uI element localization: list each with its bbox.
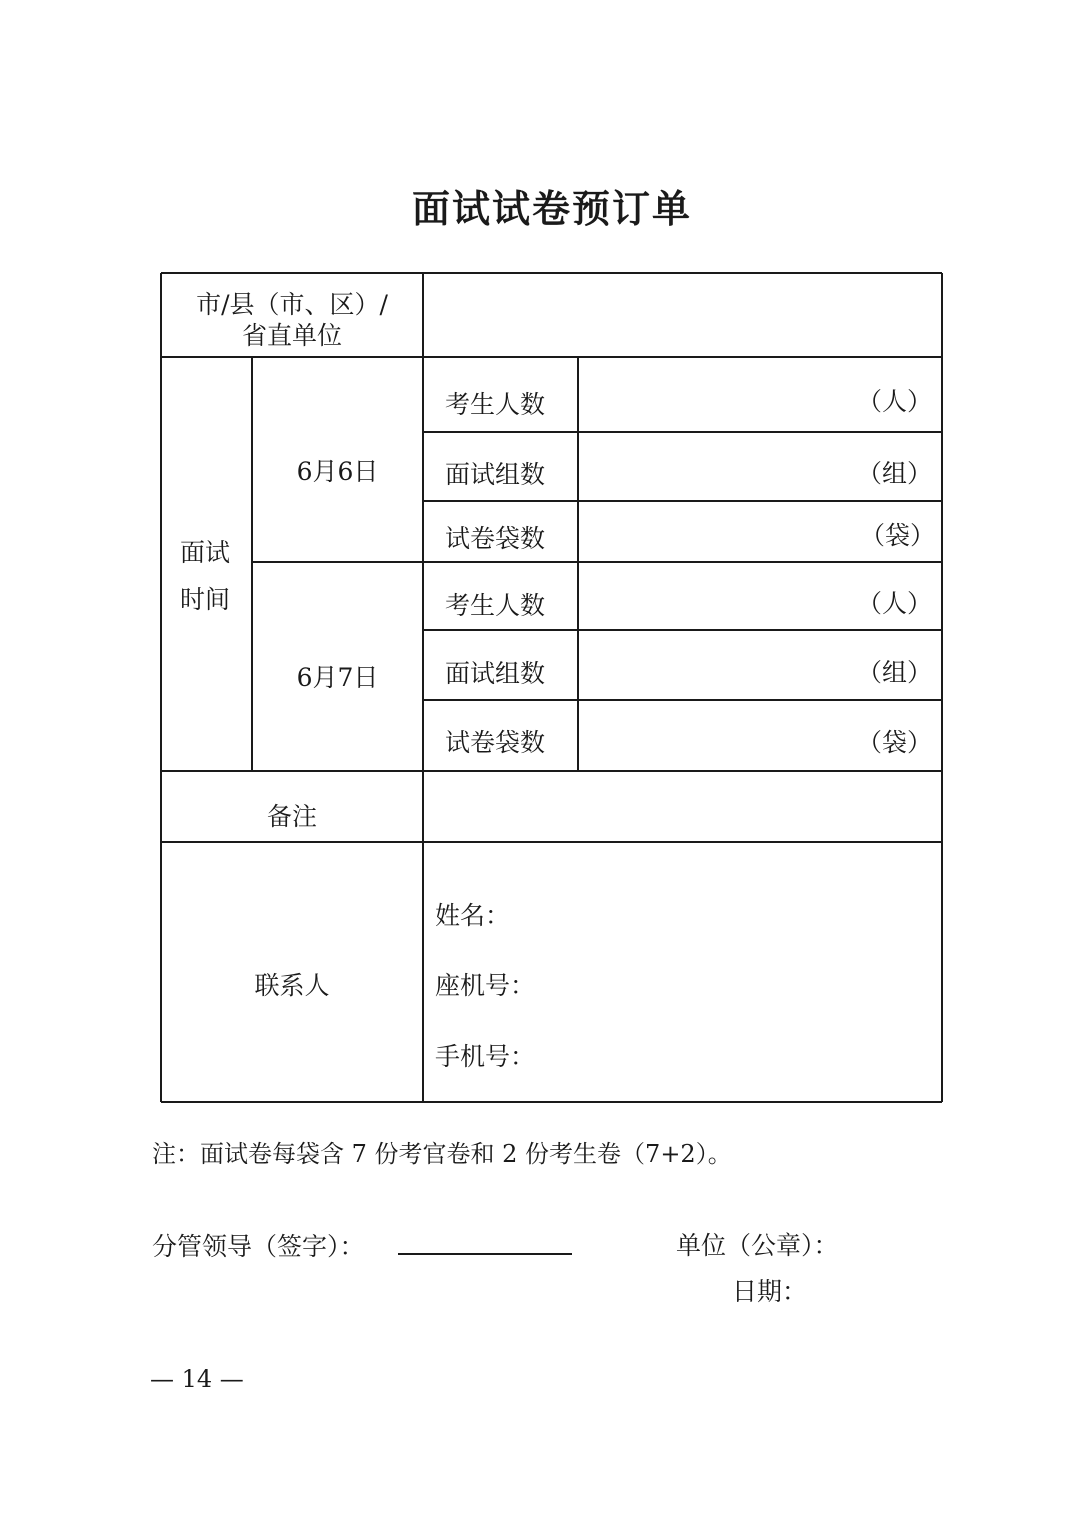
- row-unit: （人）: [857, 387, 933, 416]
- row-unit: （组）: [857, 459, 933, 488]
- row-unit: （袋）: [857, 728, 933, 757]
- remarks-input-cell[interactable]: [425, 773, 940, 840]
- remarks-label: 备注: [266, 802, 317, 831]
- seal-label: 单位（公章）：: [676, 1231, 839, 1260]
- page-number: — 14 —: [150, 1365, 244, 1393]
- time-label-line2: 时间: [180, 585, 231, 614]
- signature-line[interactable]: [398, 1253, 572, 1255]
- time-label: 面试: [180, 538, 231, 567]
- row-label: 面试组数: [445, 659, 546, 688]
- input-cell[interactable]: [580, 564, 850, 628]
- row-label: 面试组数: [445, 460, 546, 489]
- date-day2: 6月7日: [296, 663, 379, 692]
- row-unit: （人）: [857, 589, 933, 618]
- row-label: 试卷袋数: [445, 728, 546, 757]
- row-unit: （袋）: [860, 521, 936, 550]
- row-label: 考生人数: [445, 591, 546, 620]
- row-label: 考生人数: [445, 390, 546, 419]
- row-unit: （组）: [857, 658, 933, 687]
- input-cell[interactable]: [580, 632, 850, 698]
- unit-input-cell[interactable]: [425, 275, 940, 355]
- contact-landline-field[interactable]: 座机号：: [435, 971, 536, 1000]
- date-day1: 6月6日: [296, 457, 379, 486]
- unit-label-line2: 省直单位: [241, 321, 342, 350]
- input-cell[interactable]: [580, 359, 850, 430]
- leader-signature-label: 分管领导（签字）：: [152, 1232, 365, 1261]
- contact-name-field[interactable]: 姓名：: [435, 901, 511, 930]
- row-label: 试卷袋数: [445, 524, 546, 553]
- unit-label: 市/县（市、区）/: [196, 290, 388, 319]
- page-title: 面试试卷预订单: [411, 186, 692, 231]
- input-cell[interactable]: [580, 702, 850, 769]
- note-text: 注：面试卷每袋含 7 份考官卷和 2 份考生卷（7+2）。: [152, 1140, 732, 1168]
- input-cell[interactable]: [580, 434, 850, 499]
- contact-mobile-field[interactable]: 手机号：: [435, 1042, 536, 1071]
- date-label: 日期：: [732, 1277, 808, 1306]
- contact-label: 联系人: [254, 971, 330, 1000]
- input-cell[interactable]: [580, 503, 850, 560]
